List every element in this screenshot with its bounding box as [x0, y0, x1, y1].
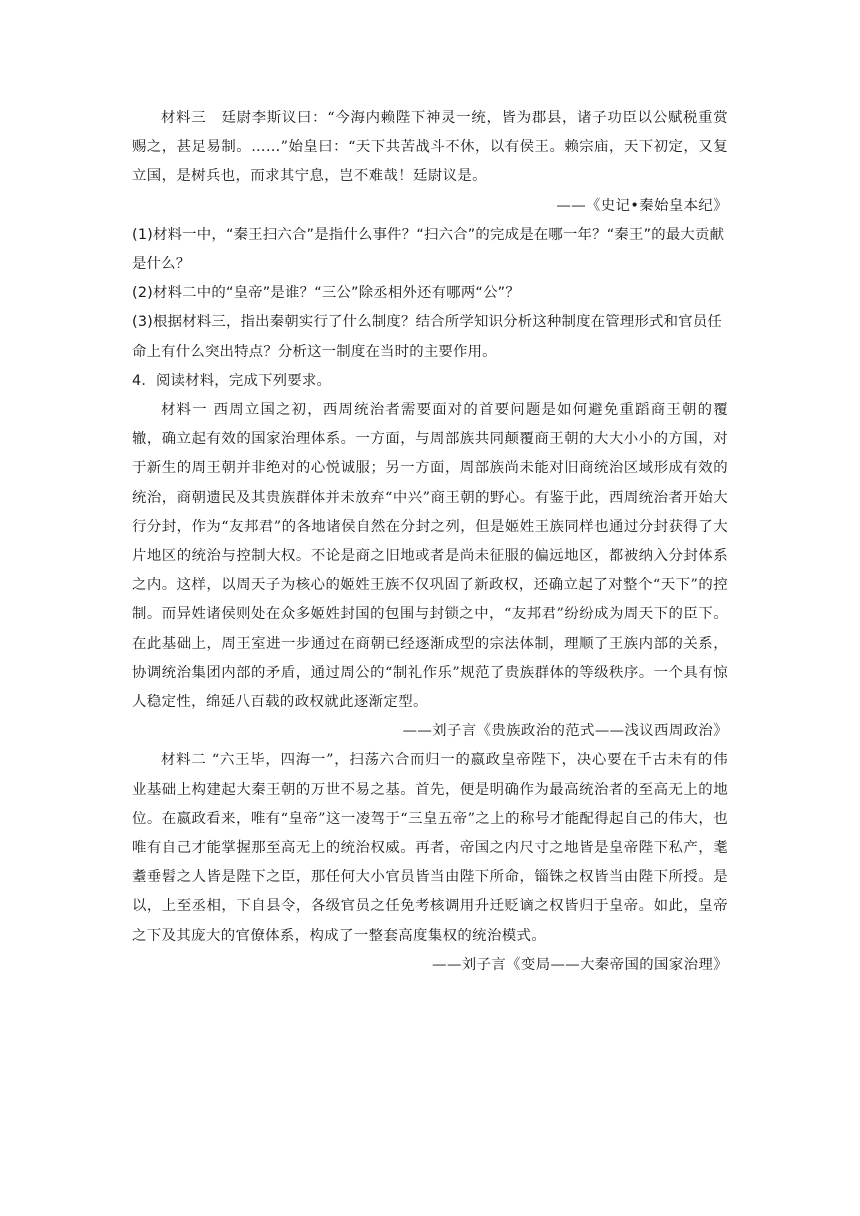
question-4-material-1-source: ——刘子言《贵族政治的范式——浅议西周政治》: [402, 723, 728, 740]
question-4-heading: 4．阅读材料，完成下列要求。: [132, 372, 332, 389]
question-4-material-1-text: 材料一 西周立国之初，西周统治者需要面对的首要问题是如何避免重蹈商王朝的覆辙，确立起有效的国家治理体系。一方面，与周部族共同颠覆商王朝的大大小小的方国，对于新生的周王朝并非绝对的心悦诚服；另一方面，周部族尚未能对旧商统治区域形成有效的统治，商朝遗民及其贵族群体并未放弃“中兴”商王朝的野心。有鉴于此，西周统治者开始大行分封，作为“友邦君”的各地诸侯自然在分封之列，但是姬姓王族同样也通过分封获得了大片地区的统治与控制大权。不论是商之旧地或者是尚未征服的偏远地区，都被纳入分封体系之内。这样，以周天子为核心的姬姓王族不仅巩固了新政权，还确立起了对整个“天下”的控制。而异姓诸侯则处在众多姬姓封国的包围与封锁之中，“友邦君”纷纷成为周天下的臣下。在此基础上，周王室进一步通过在商朝已经逐渐成型的宗法体制，理顺了王族内部的关系，协调统治集团内部的矛盾，通过周公的“制礼作乐”规范了贵族群体的等级秩序。一个具有惊人稳定性，绵延八百载的政权就此逐渐定型。: [132, 402, 728, 711]
question-2: (2)材料二中的“皇帝”是谁？“三公”除丞相外还有哪两“公”？: [132, 285, 520, 302]
material-3-source: ——《史记•秦始皇本纪》: [556, 197, 728, 214]
document-page: [132, 104, 728, 980]
question-1: (1)材料一中，“秦王扫六合”是指什么事件？“扫六合”的完成是在哪一年？“秦王”的最大贡献是什么？: [132, 226, 725, 273]
material-3-text: 材料三 廷尉李斯议曰：“今海内赖陛下神灵一统，皆为郡县，诸子功臣以公赋税重赏赐之，甚足易制。……”始皇曰：“天下共苦战斗不休，以有侯王。赖宗庙，天下初定，又复立国，是树兵也，而求其宁息，岂不难哉！廷尉议是。: [132, 110, 728, 185]
question-4-material-2-source: ——刘子言《变局——大秦帝国的国家治理》: [432, 956, 728, 973]
question-4-material-2-text: 材料二 “六王毕，四海一”，扫荡六合而归一的嬴政皇帝陛下，决心要在千古未有的伟业基础上构建起大秦王朝的万世不易之基。首先，便是明确作为最高统治者的至高无上的地位。在嬴政看来，唯有“皇帝”这一凌驾于“三皇五帝”之上的称号才能配得起自己的伟大，也唯有自己才能掌握那至高无上的统治权威。再者，帝国之内尺寸之地皆是皇帝陛下私产，耄耋垂髫之人皆是陛下之臣，那任何大小官员皆当由陛下所命，锱铢之权皆当由陛下所授。是以，上至丞相，下自县令，各级官员之任免考核调用升迁贬谪之权皆归于皇帝。如此，皇帝之下及其庞大的官僚体系，构成了一整套高度集权的统治模式。: [132, 752, 728, 944]
question-3: (3)根据材料三，指出秦朝实行了什么制度？结合所学知识分析这种制度在管理形式和官员任命上有什么突出特点？分析这一制度在当时的主要作用。: [132, 314, 723, 360]
